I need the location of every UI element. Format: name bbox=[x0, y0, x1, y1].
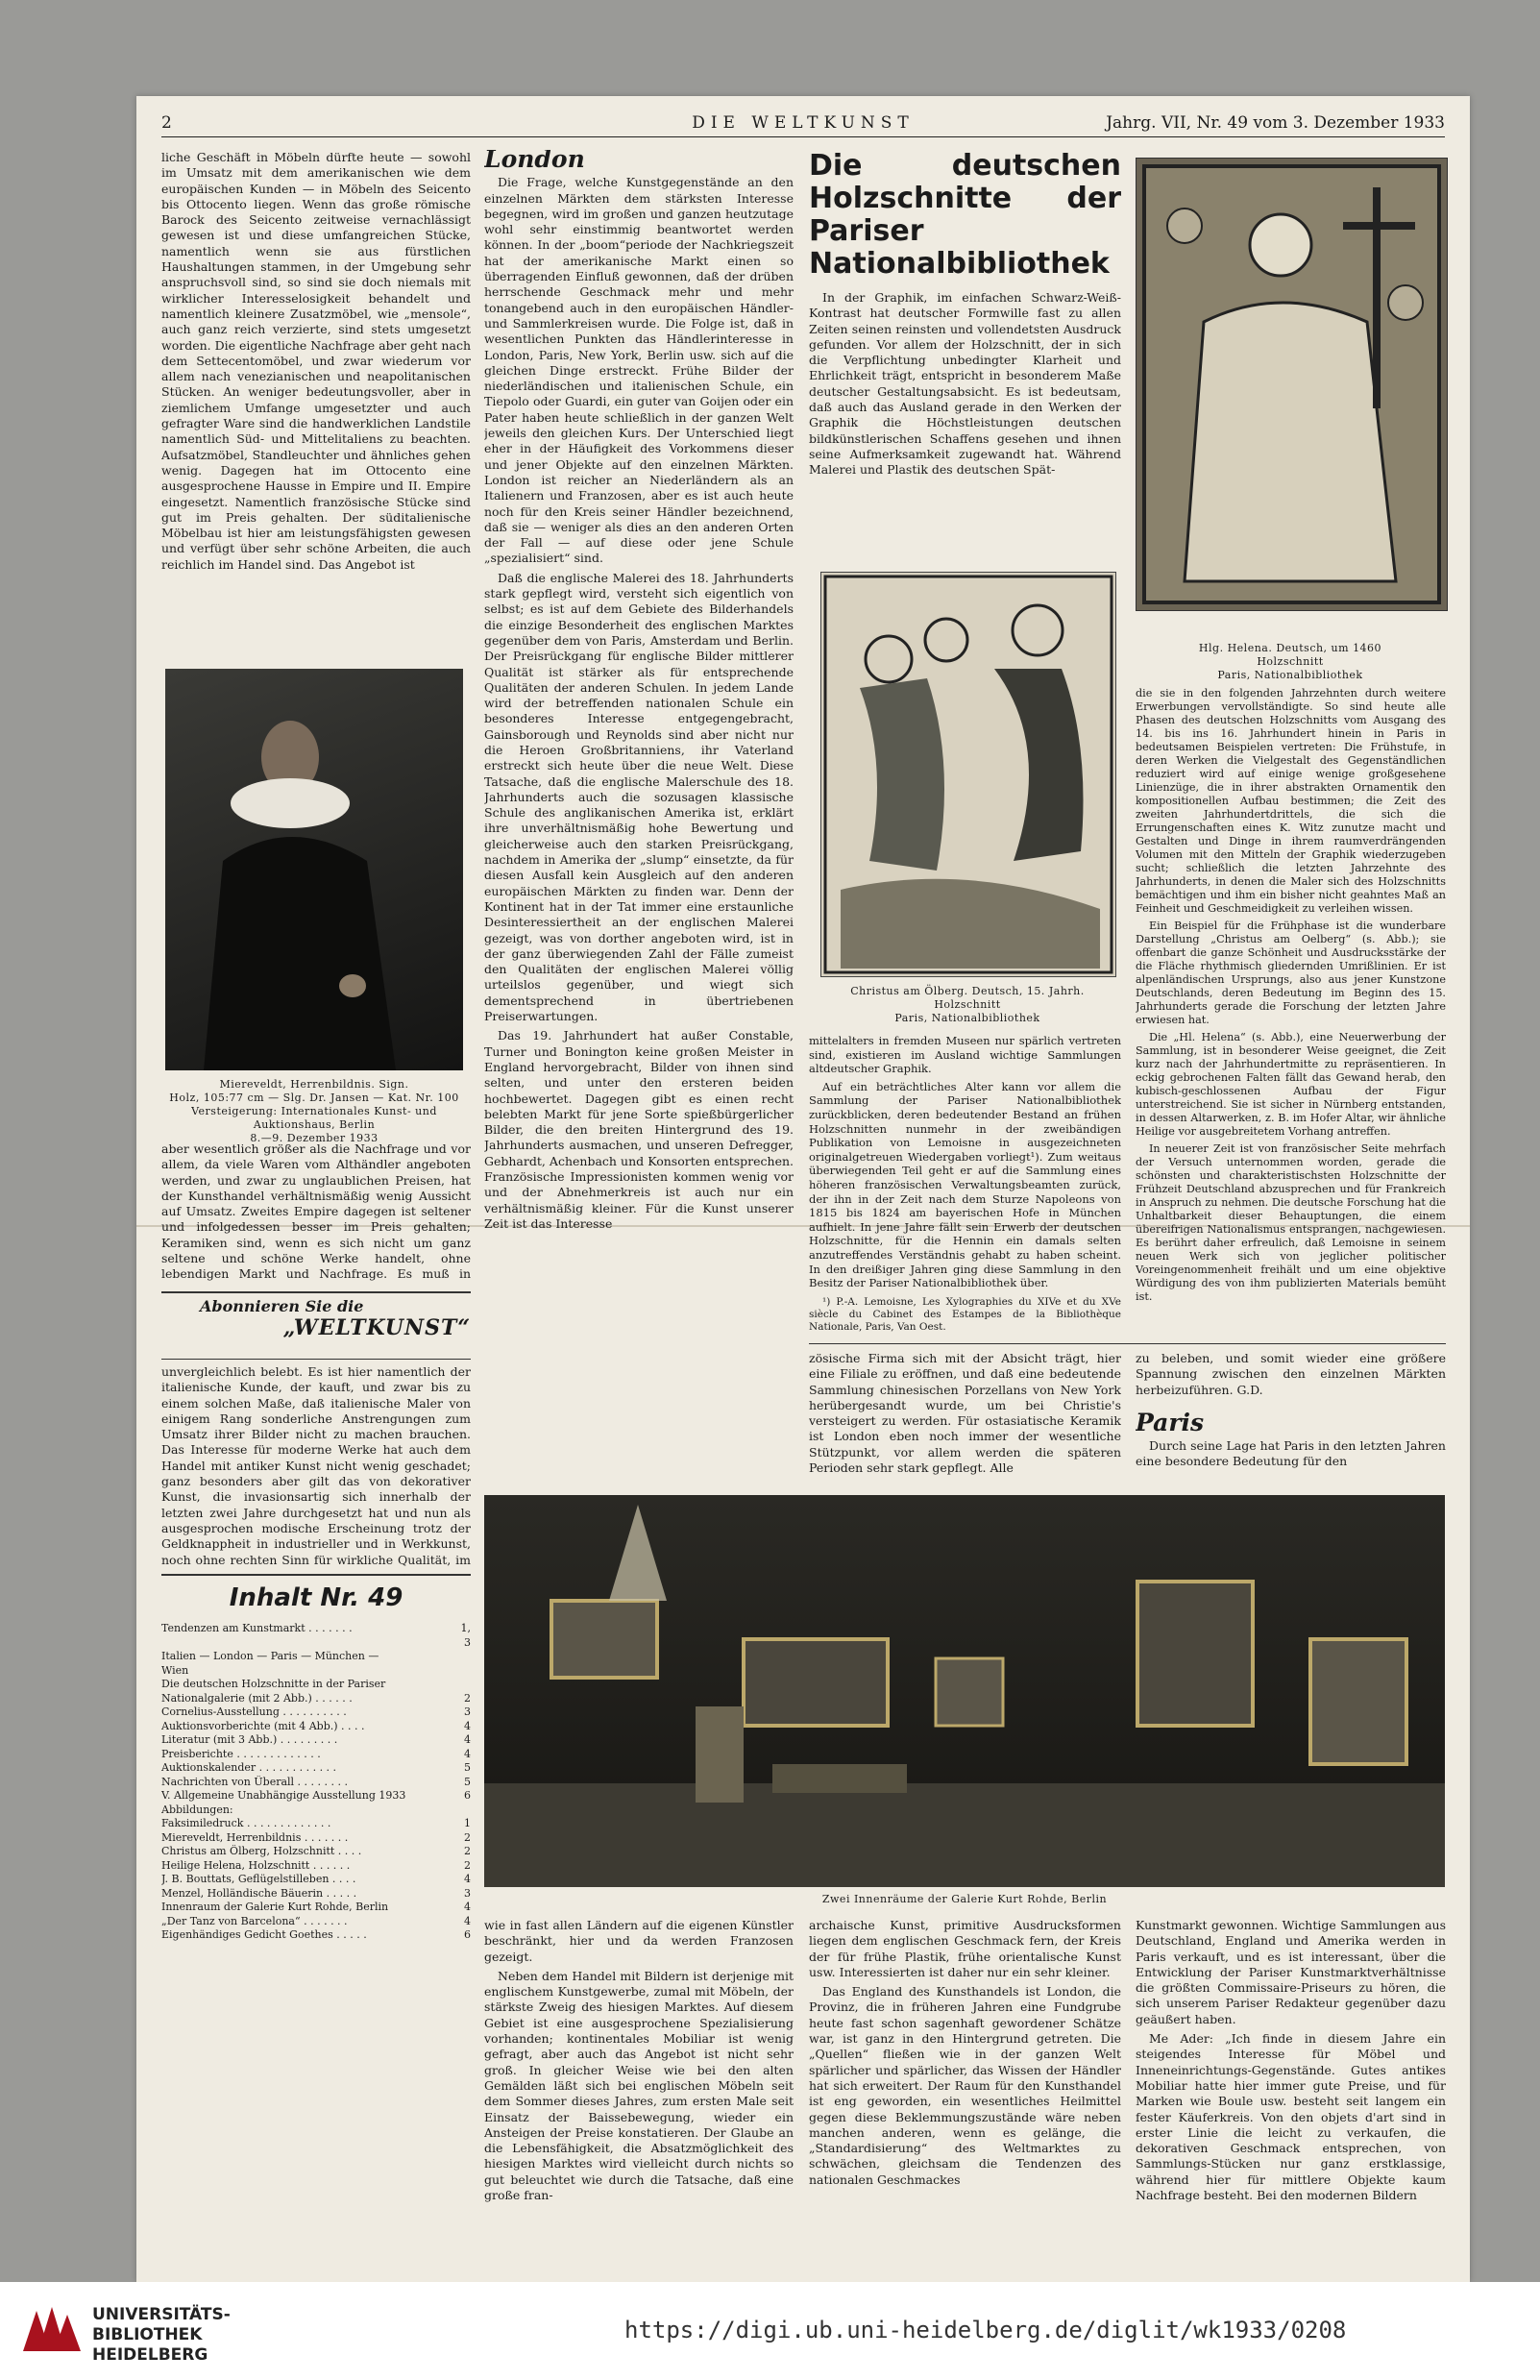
subscribe-line2: „WELTKUNST“ bbox=[282, 1315, 471, 1340]
library-line3: HEIDELBERG bbox=[92, 2345, 208, 2365]
permalink-url[interactable]: https://digi.ub.uni-heidelberg.de/diglit/wk1933/0208 bbox=[624, 2317, 1347, 2343]
helena-caption-line3: Paris, Nationalbibliothek bbox=[1217, 669, 1363, 681]
portrait-caption bbox=[161, 1078, 467, 1145]
toc-row-page: 5 bbox=[464, 1761, 471, 1774]
toc-row bbox=[161, 1845, 471, 1859]
helena-caption-line1: Hlg. Helena. Deutsch, um 1460 bbox=[1198, 642, 1382, 654]
portrait-caption-line1: Miereveldt, Herrenbildnis. Sign. bbox=[219, 1078, 409, 1091]
toc-row-page: 4 bbox=[464, 1914, 471, 1927]
toc-row bbox=[161, 1928, 471, 1943]
toc-row-label: Faksimiledruck . . . . . . . . . . . . . bbox=[161, 1817, 331, 1829]
subscribe-box[interactable] bbox=[161, 1297, 471, 1355]
toc-row bbox=[161, 1650, 471, 1664]
toc-row-page: 3 bbox=[464, 1886, 471, 1900]
holzschnitte-text6: Die „Hl. Helena“ (s. Abb.), eine Neuerwerbung der Sammlung, ist in besonderer Weise geeignet, die Zeit kurz nach der Jahrhundertmitte zu repräsentieren. In eckig gebrochenen Falten fällt das Gewand herab, den kubisch-geschlossenen Aufbau der Figur unterstreichend. Sie ist sicher in Nürnberg entstanden, in dessen Altarwerken, z. B. im Hofer Altar, wir ähnliche Heilige vor ausgebreitetem Vorhang antreffen. bbox=[1136, 1031, 1446, 1138]
toc-row-label: Auktionskalender . . . . . . . . . . . . bbox=[161, 1761, 337, 1774]
toc-row bbox=[161, 1692, 471, 1706]
toc-row-page: 5 bbox=[464, 1775, 471, 1788]
library-logo-icon bbox=[17, 2301, 85, 2359]
toc-row-page: 2 bbox=[464, 1845, 471, 1857]
toc-row-page: 4 bbox=[464, 1901, 471, 1913]
table-of-contents bbox=[161, 1582, 471, 1941]
helena-caption-line2: Holzschnitt bbox=[1257, 655, 1324, 668]
mid-rule bbox=[809, 1343, 1446, 1344]
toc-row-page: 6 bbox=[464, 1928, 471, 1941]
toc-row bbox=[161, 1733, 471, 1748]
toc-row-page bbox=[453, 1678, 471, 1692]
toc-row bbox=[161, 1803, 471, 1818]
toc-row-label: Wien bbox=[161, 1663, 189, 1677]
subscribe-rule bbox=[161, 1291, 471, 1293]
london-heading: London bbox=[484, 150, 585, 173]
page-header bbox=[161, 113, 1445, 137]
toc-row-label: Nationalgalerie (mit 2 Abb.) . . . . . . bbox=[161, 1691, 353, 1705]
toc-row bbox=[161, 1678, 471, 1692]
toc-row-label: Die deutschen Holzschnitte in der Pariser bbox=[161, 1678, 386, 1690]
holzschnitte-text2: mittelalters in fremden Museen nur spärlich vertreten sind, existieren im Ausland wichtige Sammlungen altdeutscher Graphik. bbox=[809, 1034, 1121, 1076]
gallery-photo bbox=[484, 1495, 1445, 1887]
toc-row-page: 2 bbox=[464, 1858, 471, 1872]
holzschnitte-heading: Die deutschen Holzschnitte der Pariser Nationalbibliothek bbox=[809, 150, 1121, 281]
toc-row bbox=[161, 1817, 471, 1831]
bottom-col4 bbox=[1136, 1918, 1446, 2264]
holzschnitte-text1: In der Graphik, im einfachen Schwarz-Weiß-Kontrast hat deutscher Formwille fast zu allen Zeiten seinen reinsten und vollendetsten Ausdruck gefunden. Vor allem der Holzschnitt, der in sich die Verpflichtung unbedingter Klarheit und Ehrlichkeit trägt, entspricht in besonderem Maße deutscher Gestaltungsabsicht. Es ist bedeutsam, daß auch das Ausland gerade in den Werken der Graphik die Höchstleistungen deutschen bildkünstlerischen Schaffens gesehen und ihnen seine Aufmerksamkeit zugewandt hat. Während Malerei und Plastik des deutschen Spät- bbox=[809, 290, 1121, 478]
toc-row-page: 1 bbox=[464, 1817, 471, 1829]
london-column bbox=[484, 150, 794, 1284]
holzschnitte-text5: Ein Beispiel für die Frühphase ist die wunderbare Darstellung „Christus am Oelberg“ (s. Abb.); sie offenbart die ganze Schönheit und Ausdrucksstärke der die Fläche rhythmisch gliedernden Umrißlinien. Er ist alpenländischen Ursprungs, also aus jener Kunstzone Deutschlands, deren Bedeutung im Beginn des 15. Jahrhunderts gerade die Forschung der letzten Jahre erwiesen hat. bbox=[1136, 920, 1446, 1026]
toc-row bbox=[161, 1901, 471, 1915]
helena-caption bbox=[1132, 642, 1449, 682]
footer-bar bbox=[0, 2282, 1540, 2380]
mid-col3-text: zösische Firma sich mit der Absicht trägt, hier eine Filiale zu eröffnen, und daß eine bedeutende Sammlung chinesischen Porzellans von New York herübergesandt wurde, um bei Christie's versteigert zu werden. Für ostasiatische Keramik ist London eben noch immer der wesentliche Stützpunkt, vor allem werden die späteren Perioden sehr stark gepflegt. Alle bbox=[809, 1351, 1121, 1476]
toc-row-label: Innenraum der Galerie Kurt Rohde, Berlin bbox=[161, 1901, 389, 1913]
toc-rows bbox=[161, 1622, 471, 1943]
toc-row-label: Preisberichte . . . . . . . . . . . . . bbox=[161, 1747, 321, 1760]
london-text3: Das 19. Jahrhundert hat außer Constable, Turner und Bonington keine großen Meister in England hervorgebracht, Bilder von ihnen sind selten, und unter den ersteren beiden hochbewertet. Dagegen gibt es einen recht belebten Markt für jene Sorte spießbürgerlicher Bilder, die den breiten Hintergrund des 19. Jahrhunderts ausmachen, und unseren Defregger, Gebhardt, Achenbach und Konsorten entsprechen. Französische Impressionisten kommen wenig vor und der Abnehmerkreis ist auch nur ein verhältnismäßig kleiner. Für die Kunst unserer Zeit ist das Interesse bbox=[484, 1028, 794, 1231]
paris-text1: Durch seine Lage hat Paris in den letzten Jahren eine besondere Bedeutung für den bbox=[1136, 1438, 1446, 1469]
bottom-col2 bbox=[484, 1918, 794, 2264]
toc-row bbox=[161, 1915, 471, 1929]
toc-row-page: 4 bbox=[464, 1747, 471, 1760]
newspaper-page bbox=[136, 96, 1470, 2282]
toc-row bbox=[161, 1873, 471, 1887]
col1-top-text: liche Geschäft in Möbeln dürfte heute — sowohl im Umsatz mit dem amerikanischen wie dem europäischen Kunden — in Möbeln des Seicento bis Ottocento liegen. Wenn das große römische Barock des Seicento zeitweise vernachlässigt gewesen ist und diese umfangreichen Stücke, namentlich wenn sie aus fürstlichen Haushaltungen stammen, in der Umgebung sehr anspruchsvoll sind, so sind sie doch niemals mit wirklicher Interesselosigkeit behandelt und namentlich kleinere Zusatzmöbel, wie „mensole“, auch ganz reich verzierte, sind stets umgesetzt worden. Die eigentliche Nachfrage aber geht nach dem Settecentomöbel, und zwar wiederum vor allem nach venezianischen und neapolitanischen Stücken. An weniger bedeutungsvoller, aber in ziemlichem Umfange umgesetzter und auch gefragter Ware sind die handwerklichen Landstile namentlich Süd- und Mittelitaliens zu beachten. Aufsatzmöbel, Standleuchter und ähnliches gehen wenig. Dagegen hat im Ottocento eine ausgesprochene Hausse in Empire und II. Empire eingesetzt. Namentlich französische Stücke sind gut im Preis gehalten. Der süditalienische Möbelbau ist hier am leistungsfähigsten gewesen und verfügt über sehr schöne Arbeiten, die auch reichlich im Handel sind. Das Angebot ist bbox=[161, 150, 471, 572]
holzschnitte-text7: In neuerer Zeit ist von französischer Seite mehrfach der Versuch unternommen worden, gerade die schönsten und charakteristischsten Holzschnitte der Frühzeit Deutschland abzusprechen und für Frankreich in Anspruch zu nehmen. Die deutsche Forschung hat die Unhaltbarkeit dieser Behauptungen, die einem übereifrigen Nationalismus entsprangen, nachgewiesen. Es berührt daher erfreulich, daß Lemoisne in seinem neuen Werk sich von jeglicher politischer Voreingenommenheit freihält und um eine objektive Würdigung des von ihm publizierten Materials bemüht ist. bbox=[1136, 1142, 1446, 1303]
page-number: 2 bbox=[161, 113, 172, 133]
portrait-figure bbox=[165, 669, 463, 1070]
toc-rule bbox=[161, 1574, 471, 1576]
toc-row bbox=[161, 1720, 471, 1734]
subscribe-line1: Abonnieren Sie die bbox=[200, 1297, 364, 1315]
christus-woodcut-drawing bbox=[821, 573, 1115, 976]
holzschnitte-col-right bbox=[1136, 687, 1446, 1333]
london-text1: Die Frage, welche Kunstgegenstände an den einzelnen Märkten dem stärksten Interesse begegnen, wird im großen und ganzen heutzutage wohl sehr einstimmig beantwortet werden können. In der „boom“periode der Nachkriegszeit hat der amerikanische Markt einen so überragenden Einfluß gewonnen, daß der drüben herrschende Geschmack mehr und mehr tonangebend auch in den europäischen Händler- und Sammlerkreisen wurde. Die Folge ist, daß in wesentlichen Punkten das Händlerinteresse in London, Paris, New York, Berlin usw. sich auf die gleichen Dinge erstreckt. Frühe Bilder der niederländischen und italienischen Schule, ein Tiepolo oder Guardi, ein guter van Goijen oder ein Pater haben heute schließlich in der ganzen Welt jeweils den gleichen Kurs. Der Unterschied liegt eher in der Häufigkeit des Vorkommens dieser und jener Objekte auf den einzelnen Märkten. London ist reicher an Niederländern als an Italienern und Franzosen, aber es ist auch heute noch für den Kreis seiner Händler bezeichnend, daß sie — weniger als dies an den anderen Orten der Fall — auf diese oder jene Schule „spezialisiert“ sind. bbox=[484, 175, 794, 566]
toc-row-label: Literatur (mit 3 Abb.) . . . . . . . . . bbox=[161, 1733, 338, 1746]
christus-caption-line3: Paris, Nationalbibliothek bbox=[894, 1012, 1040, 1024]
helena-woodcut-image bbox=[1136, 158, 1448, 611]
portrait-caption-line3: Versteigerung: Internationales Kunst- und Auktionshaus, Berlin bbox=[191, 1105, 437, 1131]
bottom-col2-text: wie in fast allen Ländern auf die eigenen Künstler beschränkt, hier und da werden Franzosen gezeigt. bbox=[484, 1918, 794, 1964]
mid-col3 bbox=[809, 1351, 1121, 1485]
toc-row bbox=[161, 1776, 471, 1790]
col1-mid bbox=[161, 1141, 471, 1284]
col1-low bbox=[161, 1364, 471, 1566]
toc-row-page: 4 bbox=[464, 1719, 471, 1732]
toc-row bbox=[161, 1887, 471, 1902]
bottom-col4-text: Kunstmarkt gewonnen. Wichtige Sammlungen aus Deutschland, England und Amerika werden in Paris verkauft, und es ist interessant, über die Entwicklung der Pariser Kunstmarktverhältnisse die größten Commissaire-Priseurs zu hören, die sich unserem Pariser Redakteur gegenüber dazu geäußert haben. bbox=[1136, 1918, 1446, 2026]
bottom-col3 bbox=[809, 1918, 1121, 2264]
toc-row-label: Nachrichten von Überall . . . . . . . . bbox=[161, 1775, 348, 1788]
toc-title: Inhalt Nr. 49 bbox=[229, 1583, 403, 1612]
issue-info: Jahrg. VII, Nr. 49 vom 3. Dezember 1933 bbox=[1106, 113, 1445, 133]
toc-row-page bbox=[453, 1664, 471, 1679]
toc-row-label: Tendenzen am Kunstmarkt . . . . . . . bbox=[161, 1622, 353, 1634]
library-name bbox=[92, 2305, 231, 2366]
toc-row bbox=[161, 1831, 471, 1846]
toc-row bbox=[161, 1761, 471, 1776]
toc-row-page: 2 bbox=[464, 1691, 471, 1705]
mid-col4 bbox=[1136, 1351, 1446, 1485]
toc-row-label: Italien — London — Paris — München — bbox=[161, 1650, 379, 1662]
toc-row-label: V. Allgemeine Unabhängige Ausstellung 1933 bbox=[161, 1789, 406, 1802]
toc-row-page: 4 bbox=[464, 1733, 471, 1746]
mid-col4-text: zu beleben, und somit wieder eine größere Spannung zwischen den einzelnen Märkten herbeizuführen. G.D. bbox=[1136, 1351, 1446, 1397]
toc-row bbox=[161, 1664, 471, 1679]
gallery-photo-drawing bbox=[484, 1495, 1445, 1887]
library-line1: UNIVERSITÄTS- bbox=[92, 2305, 231, 2324]
toc-row-label: Eigenhändiges Gedicht Goethes . . . . . bbox=[161, 1928, 367, 1941]
christus-caption-line2: Holzschnitt bbox=[934, 998, 1001, 1011]
col1-top bbox=[161, 150, 471, 653]
toc-row-label: Christus am Ölberg, Holzschnitt . . . . bbox=[161, 1845, 362, 1857]
bottom-col4b-text: Me Ader: „Ich finde in diesem Jahre ein steigendes Interesse für Möbel und Inneneinrichtungs-Gegenstände. Gutes antikes Mobiliar hatte hier immer gute Preise, und für Marken wie Boule usw. besteht seit langem ein fester Käuferkreis. Von den objets d'art sind in erster Linie die leicht zu verkaufen, die dekorativen Geschmack entsprechen, von Sammlungs-Stücken nur ganz erstklassige, während hier für mittlere Objekte kaum Nachfrage besteht. Bei den modernen Bildern bbox=[1136, 2031, 1446, 2203]
toc-row-page bbox=[453, 1650, 471, 1664]
toc-row-label: Heilige Helena, Holzschnitt . . . . . . bbox=[161, 1858, 351, 1872]
holzschnitte-footnote: ¹) P.-A. Lemoisne, Les Xylographies du XIVe et du XVe siècle du Cabinet des Estampes de la Bibliothèque Nationale, Paris, Van Oest. bbox=[809, 1295, 1121, 1333]
toc-row-page: 3 bbox=[464, 1705, 471, 1718]
holzschnitte-text4: die sie in den folgenden Jahrzehnten durch weitere Erwerbungen vervollständigte. So sind heute alle Phasen des deutschen Holzschnitts vom Ausgang des 14. bis ins 16. Jahrhundert hinein in Paris in bedeutsamen Beispielen vertreten: Die Frühstufe, in deren Werken die Vielgestalt des Gegenständlichen reduziert wird auf einige wenige großgesehene Linienzüge, die in ihrer abstrakten Ornamentik den kompositionellen Aufbau bestimmen; die Zeit des zweiten Jahrhundertdrittels, die sich die Errungenschaften eines K. Witz zunutze macht und Gestalten und Dinge in ihrem raumverdrängenden Volumen mit den Mitteln der Graphik wiederzugeben sucht; schließlich die letzten Jahrzehnte des Jahrhunderts, in denen die Maler sich des Holzschnitts bemächtigen und ihm ein bisher nicht geahntes Maß an Feinheit und Geschmeidigkeit zu verleihen wissen. bbox=[1136, 687, 1446, 915]
toc-row-label: Cornelius-Ausstellung . . . . . . . . . . bbox=[161, 1705, 347, 1718]
toc-row bbox=[161, 1622, 471, 1650]
col1-mid-text: aber wesentlich größer als die Nachfrage und vor allem, da viele Waren vom Althändler angeboten werden, und zwar zu unglaublichen Preisen, hat der Kunsthandel verhältnismäßig wenig Aussicht auf Umsatz. Zweites Empire dagegen ist seltener und infolgedessen besser im Preis gehalten; Keramiken sind, wenn es sich nicht um ganz seltene und schöne Werke handelt, ohne lebendigen Markt und Nachfrage. Es muß in bbox=[161, 1141, 471, 1282]
bottom-col3-text: archaische Kunst, primitive Ausdrucksformen liegen dem englischen Geschmack fern, der Kreis der für frühe Plastik, frühe orientalische Kunst usw. Interessierten ist daher nur ein sehr kleiner. bbox=[809, 1918, 1121, 1979]
london-text2: Daß die englische Malerei des 18. Jahrhunderts stark gepflegt wird, versteht sich eigentlich von selbst; es ist auf dem Gebiete des Bilderhandels die einzige Besonderheit des englischen Marktes gegenüber dem von Paris, Amsterdam und Berlin. Der Preisrückgang für englische Bilder mittlerer Qualität ist stärker als für entsprechende Qualitäten der anderen Schulen. In jedem Lande wird der betreffenden nationalen Schule ein besonderes Interesse entgegengebracht, Gainsborough und Reynolds sind aber nicht nur die Heroen Großbritanniens, ihr Vaterland erstreckt sich heute über die neue Welt. Diese Tatsache, daß die englische Malerschule des 18. Jahrhunderts auch die sozusagen klassische Schule des anglikanischen Amerika ist, erklärt ihre unverhältnismäßig hohe Bewertung und gleicherweise auch den starken Preisrückgang, nachdem in Amerika der „slump“ einsetzte, da für diesen Ausfall kein Ausgleich auf den anderen europäischen Märkten zu finden war. Denn der Kontinent hat in der Tat immer eine erstaunliche Desinteressiertheit an der englischen Malerei gezeigt, was von dorther angeboten wird, ist in der ganz überwiegenden Zahl der Fälle zumeist den Qualitäten der englischen Malerei völlig urteilslos gegenüber, und wiegt sich dementsprechend in übertriebenen Preiserwartungen. bbox=[484, 570, 794, 1024]
toc-row-label: Miereveldt, Herrenbildnis . . . . . . . bbox=[161, 1830, 349, 1844]
toc-row bbox=[161, 1789, 471, 1803]
masthead: DIE WELTKUNST bbox=[692, 113, 915, 133]
holzschnitte-col-low bbox=[809, 1034, 1121, 1334]
christus-caption bbox=[815, 985, 1120, 1025]
christus-woodcut-image bbox=[820, 572, 1116, 977]
toc-row bbox=[161, 1859, 471, 1874]
toc-row bbox=[161, 1748, 471, 1762]
paris-heading: Paris bbox=[1136, 1408, 1205, 1436]
toc-row-label: J. B. Bouttats, Geflügelstilleben . . . . bbox=[161, 1873, 356, 1885]
library-line2: BIBLIOTHEK bbox=[92, 2325, 203, 2344]
toc-row-label: Auktionsvorberichte (mit 4 Abb.) . . . . bbox=[161, 1719, 365, 1732]
toc-row-label: Abbildungen: bbox=[161, 1803, 233, 1816]
portrait-caption-line2: Holz, 105:77 cm — Slg. Dr. Jansen — Kat. Nr. 100 bbox=[169, 1092, 459, 1104]
portrait-image bbox=[165, 669, 463, 1070]
toc-row-label: „Der Tanz von Barcelona“ . . . . . . . bbox=[161, 1914, 348, 1927]
toc-row-label: Menzel, Holländische Bäuerin . . . . . bbox=[161, 1886, 357, 1900]
gallery-caption: Zwei Innenräume der Galerie Kurt Rohde, Berlin bbox=[821, 1893, 1108, 1905]
holzschnitte-intro bbox=[809, 150, 1121, 563]
portrait-caption-line4: 8.—9. Dezember 1933 bbox=[250, 1132, 379, 1144]
toc-row-page bbox=[453, 1803, 471, 1818]
holzschnitte-text3: Auf ein beträchtliches Alter kann vor allem die Sammlung der Pariser Nationalbibliothek zurückblicken, deren bedeutender Bestand an frühen Holzschnitten nunmehr in der zweibändigen Publikation von Lemoisne in ausgezeichneten originalgetreuen Wiedergaben vorliegt¹). Zum weitaus überwiegenden Teil geht er auf die Sammlung eines höheren französischen Verwaltungsbeamten zurück, der ihn in der Zeit nach dem Sturze Napoleons von 1815 bis 1824 am bayerischen Hofe in München aufhielt. In jene Jahre fällt sein Erwerb der deutschen Holzschnitte, für die Hennin ein damals selten anzutreffendes Verständnis gehabt zu haben scheint. In den dreißiger Jahren ging diese Sammlung in den Besitz der Pariser Nationalbibliothek über. bbox=[809, 1079, 1121, 1290]
christus-caption-line1: Christus am Ölberg. Deutsch, 15. Jahrh. bbox=[850, 985, 1085, 997]
toc-row-page: 1, 3 bbox=[460, 1622, 471, 1649]
toc-row-page: 2 bbox=[464, 1830, 471, 1844]
helena-woodcut-drawing bbox=[1137, 159, 1447, 610]
toc-row-page: 4 bbox=[464, 1873, 471, 1885]
col1-low-text: unvergleichlich belebt. Es ist hier namentlich der italienische Kunde, der kauft, und zwar bis zu einem solchen Maße, daß italienische Maler von einigem Rang sonderliche Anstrengungen zum Umsatz ihrer Bilder nicht zu machen brauchen. Das Interesse für moderne Werke hat auch dem Handel mit antiker Kunst nicht wenig geschadet; ganz besonders aber gilt das von dekorativer Kunst, die invasionsartig sich innerhalb der letzten zwei Jahre durchgesetzt hat und nun als ausgesprochen modische Erscheinung trotz der Geldknappheit in industrieller und in Werkkunst, noch ohne rechten Sinn für wirkliche Qualität, im bbox=[161, 1364, 471, 1566]
toc-row bbox=[161, 1705, 471, 1720]
bottom-col2b-text: Neben dem Handel mit Bildern ist derjenige mit englischem Kunstgewerbe, zumal mit Möbeln, der stärkste Zweig des hiesigen Marktes. Auf diesem Gebiet ist eine ausgesprochene Spezialisierung vorhanden; kontinentales Mobiliar ist wenig gefragt, aber auch das Angebot ist nicht sehr groß. In gleicher Weise wie bei den alten Gemälden läßt sich bei englischen Möbeln seit dem Sommer dieses Jahres, zum ersten Male seit Einsatz der Baissebewegung, wieder ein Ansteigen der Preise konstatieren. Der Glaube an die Lebensfähigkeit, die Absatzmöglichkeit des hiesigen Marktes wird vielleicht durch nichts so gut beleuchtet wie durch die Tatsache, daß eine große fran- bbox=[484, 1968, 794, 2203]
subscribe-rule-bottom bbox=[161, 1359, 471, 1360]
bottom-col3b-text: Das England des Kunsthandels ist London, die Provinz, die in früheren Jahren eine Fundgrube heute fast schon sagenhaft gewordener Schätze war, ist ganz in den Hintergrund getreten. Die „Quellen“ fließen wie in der ganzen Welt spärlicher und spärlicher, das Wissen der Händler hat sich erweitert. Der Raum für den Kunsthandel ist eng geworden, ein wesentliches Heilmittel gegen diese Beklemmungszustände wäre neben manchen anderen, wenn es gelänge, die „Standardisierung“ des Weltmarktes zu schwächen, gleichsam die Tendenzen des nationalen Geschmackes bbox=[809, 1984, 1121, 2187]
toc-row-page: 6 bbox=[464, 1789, 471, 1802]
